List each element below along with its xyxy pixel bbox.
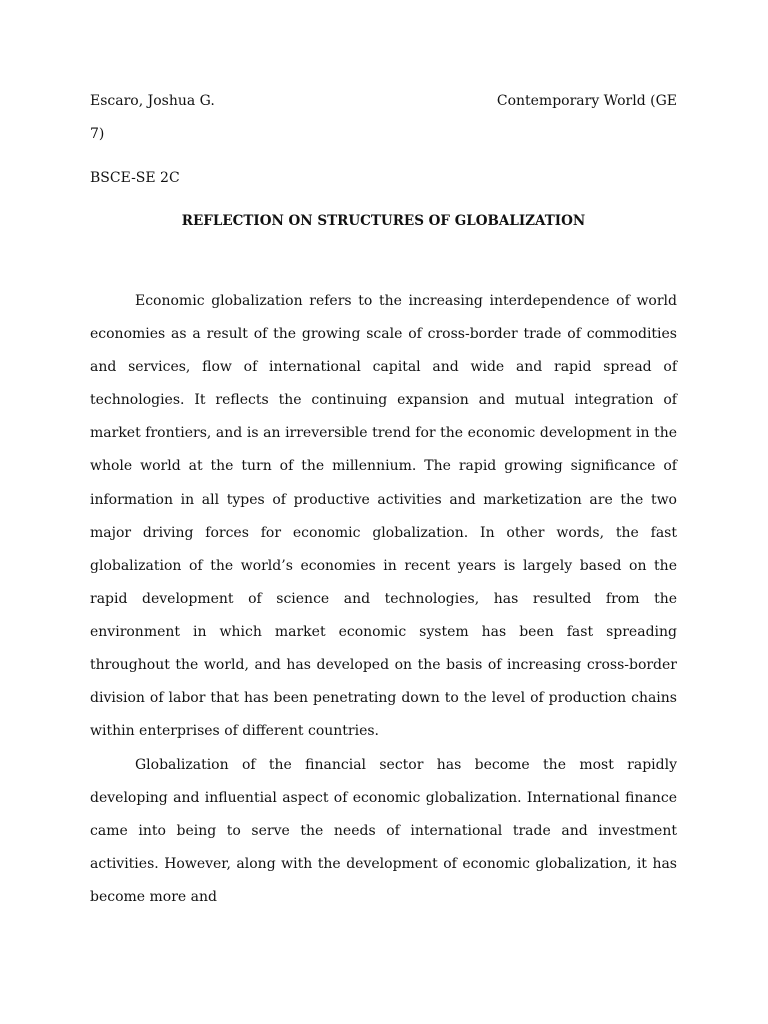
author-name: Escaro, Joshua G.: [90, 93, 215, 109]
course-name-continuation: 7): [90, 126, 105, 142]
section-code: BSCE-SE 2C: [90, 170, 180, 186]
document-title: REFLECTION ON STRUCTURES OF GLOBALIZATION: [181, 213, 586, 229]
document-page: [90, 0, 677, 1024]
body-paragraph: Globalization of the financial sector has become the most rapidly developing and influential aspect of economic globalization. International finance came into being to serve the needs of international trade and investment activities. However, along with the development of economic globalization, it has become more and: [90, 757, 677, 906]
body-paragraph: Economic globalization refers to the increasing interdependence of world economies as a result of the growing scale of cross-border trade of commodities and services, flow of international capital and wide and rapid spread of technologies. It reflects the continuing expansion and mutual integration of market frontiers, and is an irreversible trend for the economic development in the whole world at the turn of the millennium. The rapid growing significance of information in all types of productive activities and marketization are the two major driving forces for economic globalization. In other words, the fast globalization of the world’s economies in recent years is largely based on the rapid development of science and technologies, has resulted from the environment in which market economic system has been fast spreading throughout the world, and has developed on the basis of increasing cross-border division of labor that has been penetrating down to the level of production chains within enterprises of different countries.: [90, 293, 677, 740]
course-name: Contemporary World (GE: [496, 93, 677, 109]
document-header: [90, 92, 677, 110]
